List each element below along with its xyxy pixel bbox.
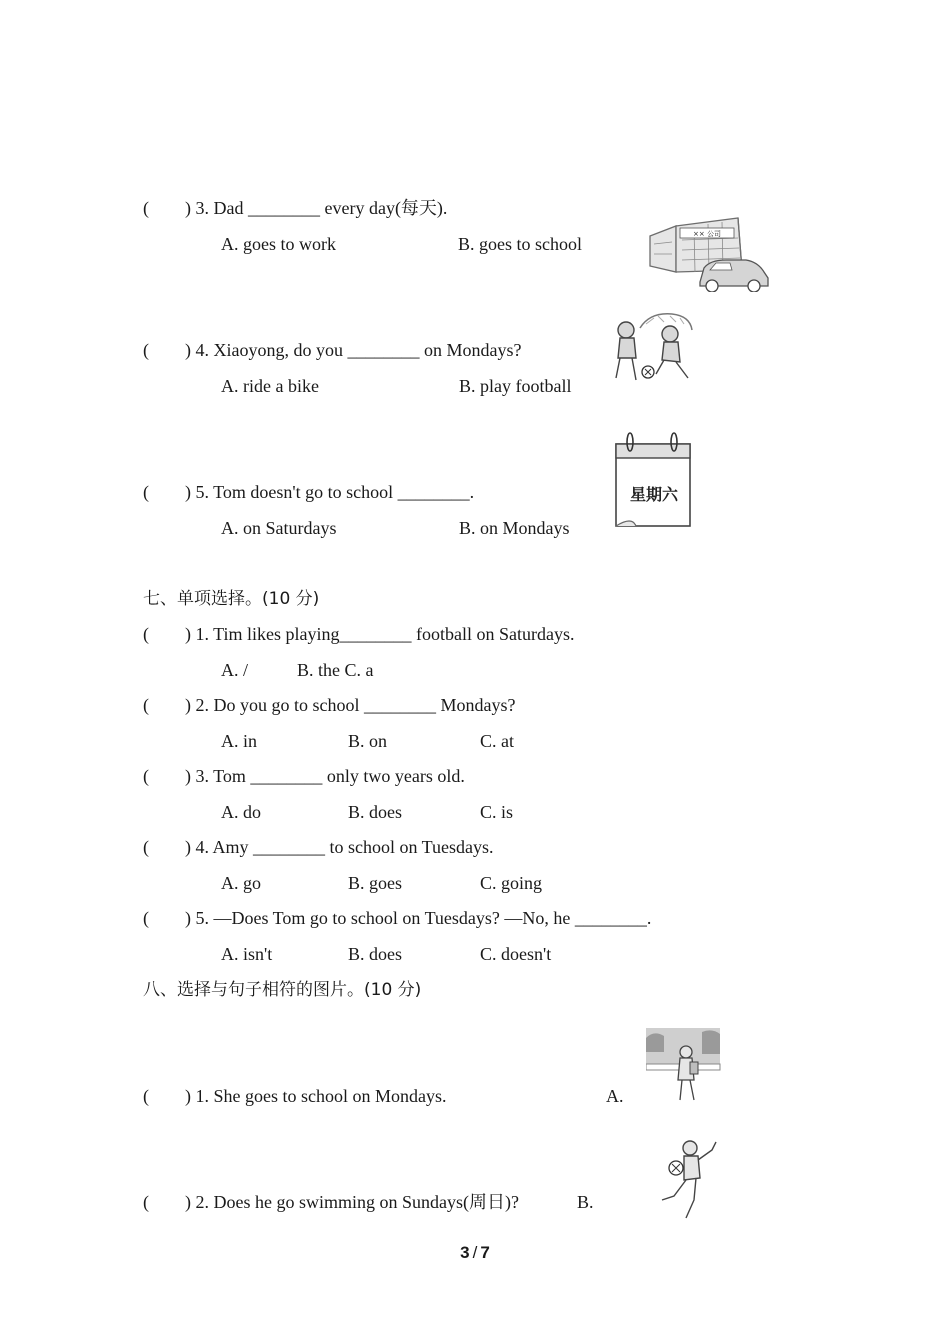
calendar-saturday-illustration — [612, 430, 694, 530]
total-pages: 7 — [480, 1243, 490, 1262]
page-number — [0, 1243, 950, 1263]
option-b: B. play football — [459, 376, 572, 396]
question-7-3-stem: ( ) 3. Tom ________ only two years old. — [143, 766, 465, 786]
option-c: C. at — [480, 731, 514, 751]
calendar-day-label: 星期六 — [629, 485, 679, 504]
option-a: A. in — [221, 731, 257, 751]
current-page: 3 — [460, 1243, 470, 1262]
option-b: B. on Mondays — [459, 518, 570, 538]
option-a: A. ride a bike — [221, 376, 319, 396]
question-7-5-stem: ( ) 5. —Does Tom go to school on Tuesdays? —No, he ________. — [143, 908, 652, 928]
question-6-4-stem: ( ) 4. Xiaoyong, do you ________ on Mondays? — [143, 340, 522, 360]
option-a: A. goes to work — [221, 234, 336, 254]
option-b-c: B. the C. a — [297, 660, 374, 680]
option-c: C. doesn't — [480, 944, 552, 964]
question-7-2-stem: ( ) 2. Do you go to school ________ Mondays? — [143, 695, 516, 715]
option-c: C. is — [480, 802, 514, 822]
page-separator: / — [472, 1243, 478, 1262]
picture-option-b-label: B. — [577, 1192, 594, 1212]
section-8-title: 八、选择与句子相符的图片。(10 分) — [143, 980, 422, 1000]
option-b: B. goes to school — [458, 234, 582, 254]
question-6-5-stem: ( ) 5. Tom doesn't go to school ________. — [143, 482, 475, 502]
option-a: A. on Saturdays — [221, 518, 337, 538]
picture-option-a-label: A. — [606, 1086, 624, 1106]
question-8-2-stem: ( ) 2. Does he go swimming on Sundays(周日)? — [143, 1192, 519, 1212]
boy-playing-football-illustration — [654, 1138, 724, 1222]
question-8-1-stem: ( ) 1. She goes to school on Mondays. — [143, 1086, 447, 1106]
option-b: B. does — [348, 802, 402, 822]
option-b: B. on — [348, 731, 388, 751]
section-7-title: 七、单项选择。(10 分) — [143, 589, 320, 609]
office-building-car-illustration — [646, 212, 772, 292]
question-7-1-stem: ( ) 1. Tim likes playing________ football on Saturdays. — [143, 624, 575, 644]
option-a: A. / — [221, 660, 248, 680]
option-a: A. go — [221, 873, 261, 893]
option-a: A. do — [221, 802, 261, 822]
option-c: C. going — [480, 873, 543, 893]
girl-walking-to-school-illustration — [646, 1028, 722, 1106]
option-a: A. isn't — [221, 944, 273, 964]
question-7-4-stem: ( ) 4. Amy ________ to school on Tuesdays. — [143, 837, 494, 857]
question-6-3-stem: ( ) 3. Dad ________ every day(每天). — [143, 198, 448, 218]
option-b: B. goes — [348, 873, 402, 893]
boys-playing-football-illustration — [610, 308, 698, 386]
option-b: B. does — [348, 944, 402, 964]
company-sign-label: ×× 公司 — [693, 230, 721, 238]
